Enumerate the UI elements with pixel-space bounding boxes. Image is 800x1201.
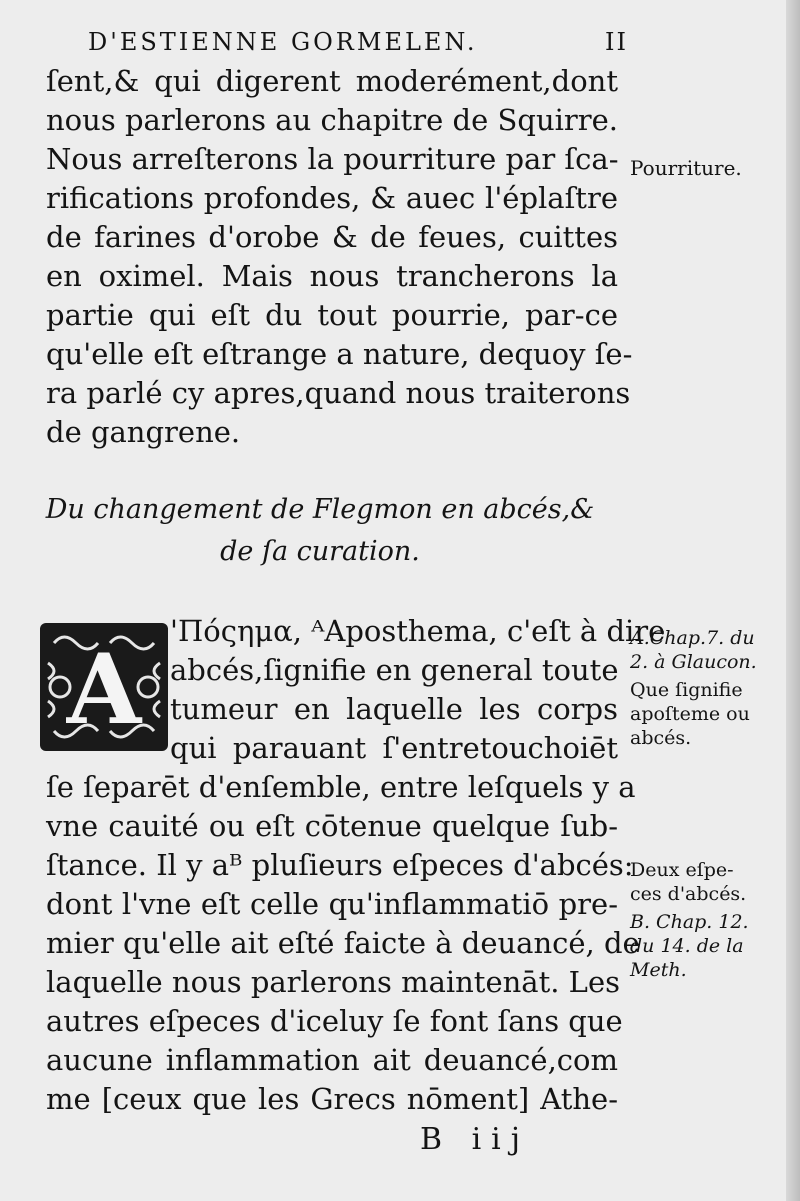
text-line: qui parauant ſ'entretouchoiēt — [170, 731, 618, 765]
text-line: me [ceux que les Grecs nōment] Athe- — [46, 1082, 618, 1116]
running-title: D'ESTIENNE GORMELEN. — [88, 28, 478, 56]
text-line: mier qu'elle ait eſté faicte à deuancé, de — [46, 926, 640, 960]
margin-note-line: apoſteme ou — [630, 703, 750, 725]
text-line: de gangrene. — [46, 415, 241, 449]
margin-note-line: A.Chap.7. du — [630, 627, 755, 649]
page-edge-shadow — [786, 0, 800, 1201]
signature-mark: B iij — [420, 1122, 531, 1157]
initial-letter: A — [66, 633, 142, 746]
text-line: ſtance. Il y aᴮ pluſieurs eſpeces d'abcés: — [46, 848, 634, 882]
margin-note-signification — [630, 678, 780, 750]
page-number: II — [605, 28, 628, 56]
text-line: ſent,& qui digerent moderément,dont — [46, 64, 618, 98]
margin-note-line: B. Chap. 12. — [630, 911, 749, 933]
margin-note-line: du 14. de la — [630, 935, 744, 957]
text-line: tumeur en laquelle les corps — [170, 692, 618, 726]
text-line: autres eſpeces d'iceluy ſe font ſans que — [46, 1004, 623, 1038]
margin-note-line: Meth. — [630, 959, 687, 981]
text-line: nous parlerons au chapitre de Squirre. — [46, 103, 618, 137]
ornamental-initial-icon — [40, 623, 168, 751]
margin-note-line: Deux eſpe- — [630, 859, 734, 881]
text-line: qu'elle eſt eſtrange a nature, dequoy ſe- — [46, 337, 633, 371]
text-line: dont l'vne eſt celle qu'inflammatiō pre- — [46, 887, 618, 921]
text-line: abcés,ſignifie en general toute — [170, 653, 619, 687]
margin-note-line: 2. à Glaucon. — [630, 651, 757, 673]
section-heading-line-2: de ſa curation. — [220, 536, 420, 567]
text-line: laquelle nous parlerons maintenāt. Les — [46, 965, 620, 999]
text-line: Nous arreſterons la pourriture par ſca- — [46, 142, 619, 176]
text-line: partie qui eſt du tout pourrie, par-ce — [46, 298, 618, 332]
margin-note-line: Que ſignifie — [630, 679, 743, 701]
text-line: 'Πόςημα, ᴬAposthema, c'eſt à dire — [170, 614, 666, 648]
margin-note-deux-especes — [630, 858, 780, 906]
text-line: de farines d'orobe & de feues, cuittes — [46, 220, 618, 254]
margin-note-reference-b — [630, 910, 780, 982]
margin-note-reference-a — [630, 626, 780, 674]
text-line: rifications profondes, & auec l'éplaſtre — [46, 181, 618, 215]
text-line: ſe ſeparēt d'enſemble, entre leſquels y a — [46, 770, 636, 804]
text-line: vne cauité ou eſt cōtenue quelque ſub- — [46, 809, 618, 843]
margin-note-line: abcés. — [630, 727, 692, 749]
text-line: ra parlé cy apres,quand nous traiterons — [46, 376, 631, 410]
section-heading-line-1: Du changement de Flegmon en abcés,& — [45, 494, 595, 525]
text-line: en oximel. Mais nous trancherons la — [46, 259, 618, 293]
running-header — [88, 28, 628, 56]
text-line: aucune inflammation ait deuancé,com — [46, 1043, 618, 1077]
margin-note-line: ces d'abcés. — [630, 883, 747, 905]
margin-note-pourriture: Pourriture. — [630, 156, 742, 180]
